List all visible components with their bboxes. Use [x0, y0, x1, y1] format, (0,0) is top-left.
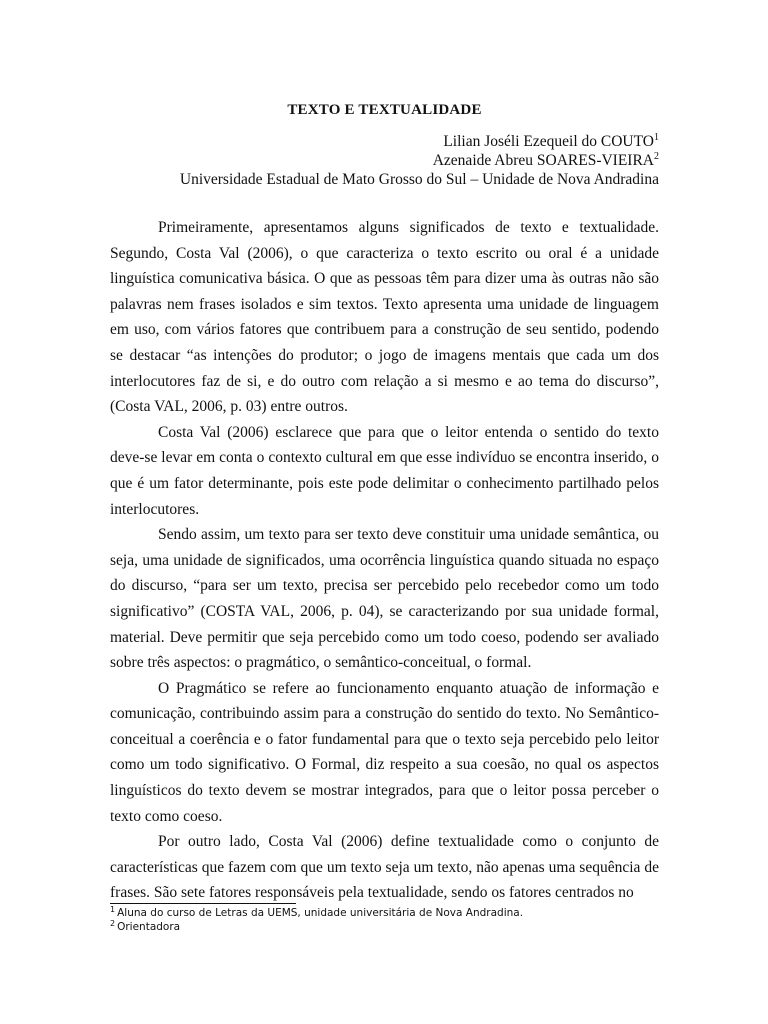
document-page [110, 0, 659, 1024]
footnote-mark: 1 [110, 905, 116, 914]
paragraph: Primeiramente, apresentamos alguns significados de texto e textualidade. Segundo, Costa Val (2006), o que caracteriza o texto escrito ou oral é a unidade linguística comunicativa básica. O que as pessoas têm para dizer uma às outras não são palavras nem frases isolados e sim textos. Texto apresenta uma unidade de linguagem em uso, com vários fatores que contribuem para a construção de seu sentido, podendo se destacar “as intenções do produtor; o jogo de imagens mentais que cada um dos interlocutores faz de si, e do outro com relação a si mesmo e ao tema do discurso”, (Costa VAL, 2006, p. 03) entre outros. [110, 219, 659, 416]
author-name: Lilian Joséli Ezequeil do COUTO [443, 133, 654, 150]
paragraph: O Pragmático se refere ao funcionamento enquanto atuação de informação e comunicação, contribuindo assim para a construção do sentido do texto. No Semântico-conceitual a coerência e o fator fundamental para que o texto seja percebido pelo leitor como um todo significativo. O Formal, diz respeito a sua coesão, no qual os aspectos linguísticos do texto devem se mostrar integrados, para que o leitor possa perceber o texto como coeso. [110, 679, 659, 825]
footnote-text: Orientadora [117, 921, 181, 933]
footnote [110, 920, 659, 934]
footnote-text: Aluna do curso de Letras da UEMS, unidade universitária de Nova Andradina. [117, 907, 524, 919]
affiliation: Universidade Estadual de Mato Grosso do Sul – Unidade de Nova Andradina [179, 171, 659, 188]
paragraph: Sendo assim, um texto para ser texto deve constituir uma unidade semântica, ou seja, uma unidade de significados, uma ocorrência linguística quando situada no espaço do discurso, “para ser um texto, precisa ser percebido pelo recebedor como um todo significativo” (COSTA VAL, 2006, p. 04), se caracterizando por sua unidade formal, material. Deve permitir que seja percebido como um todo coeso, podendo ser avaliado sobre três aspectos: o pragmático, o semântico-conceitual, o formal. [110, 526, 659, 672]
footnotes [110, 906, 659, 934]
author-line [110, 132, 659, 151]
footnote-reference: 1 [654, 132, 659, 143]
footnote [110, 906, 659, 920]
paragraph: Costa Val (2006) esclarece que para que o leitor entenda o sentido do texto deve-se levar em conta o contexto cultural em que esse indivíduo se encontra inserido, o que é um fator determinante, pois este pode delimitar o conhecimento partilhado pelos interlocutores. [110, 423, 659, 518]
document-title: TEXTO E TEXTUALIDADE [287, 102, 482, 118]
author-name: Azenaide Abreu SOARES-VIEIRA [432, 152, 654, 169]
footnote-mark: 2 [110, 919, 116, 928]
author-block [110, 132, 659, 189]
author-line [110, 151, 659, 170]
body-text [110, 215, 659, 906]
footnote-divider [110, 903, 296, 904]
footnote-reference: 2 [654, 151, 659, 162]
paragraph: Por outro lado, Costa Val (2006) define textualidade como o conjunto de características que fazem com que um texto seja um texto, não apenas uma sequência de frases. São sete fatores responsáveis pela textualidade, sendo os fatores centrados no [110, 833, 659, 902]
